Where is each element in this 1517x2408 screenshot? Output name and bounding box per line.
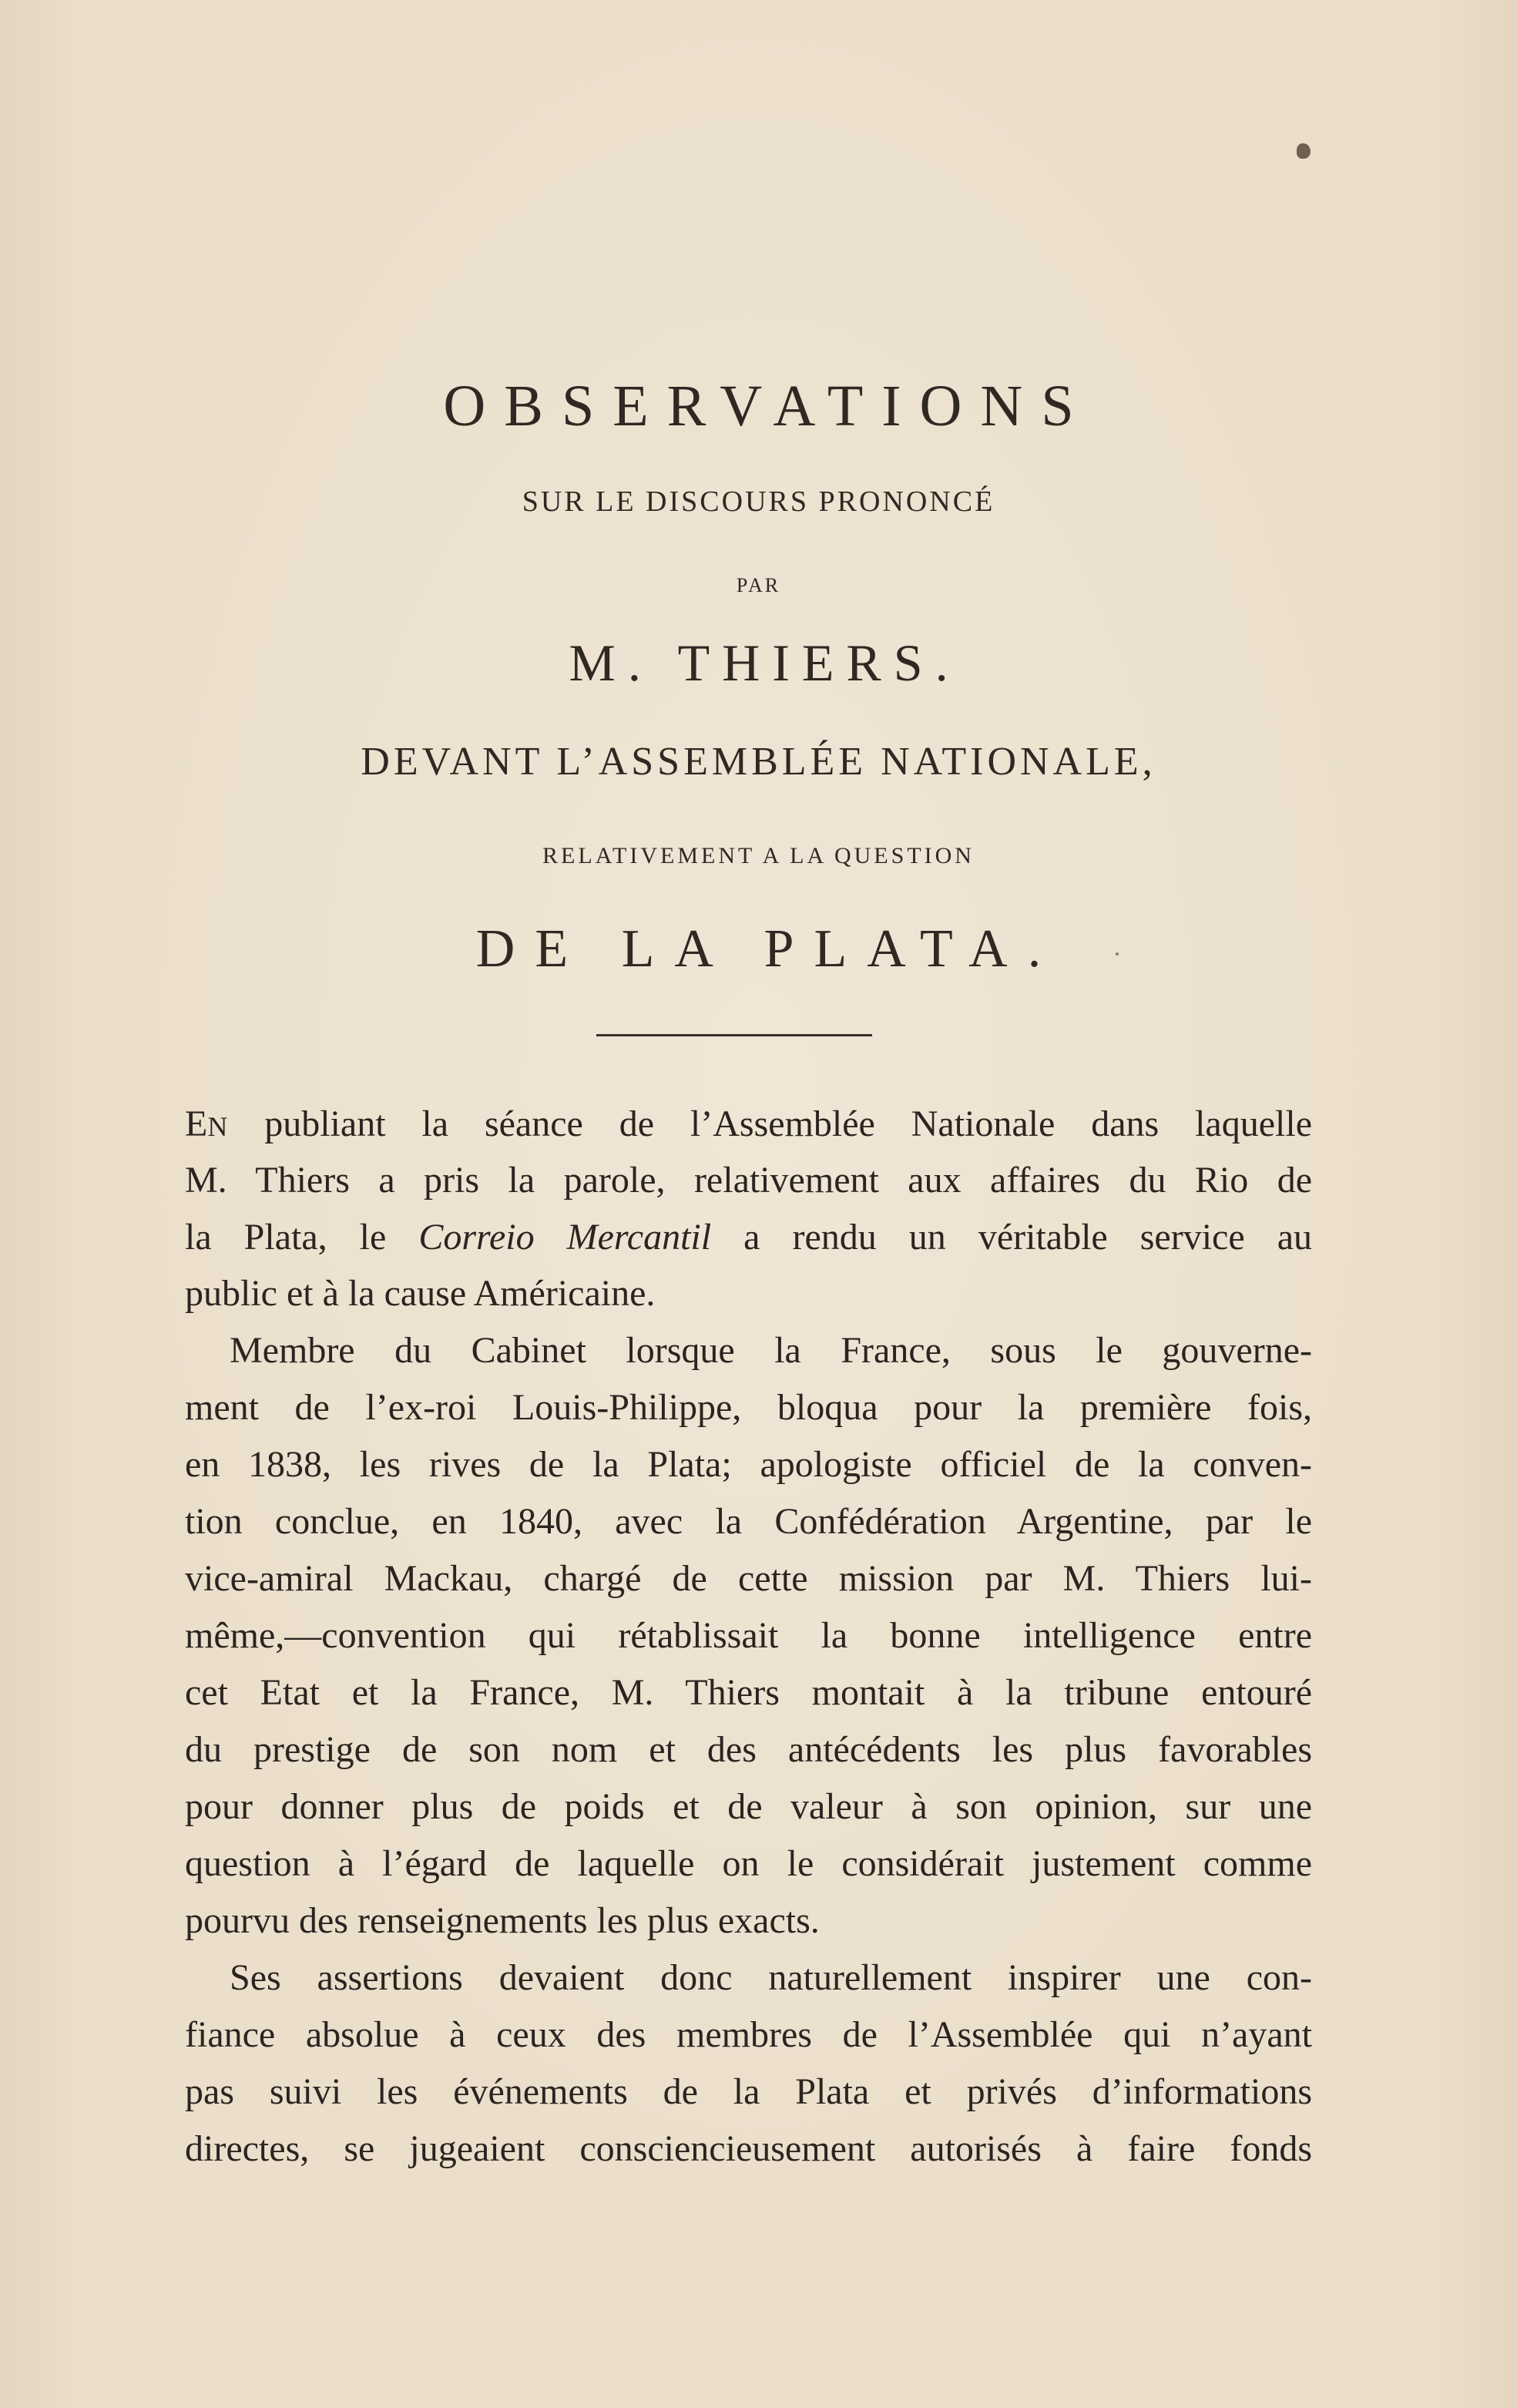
line-text: publiant la séance de l’Assemblée Nationale dans laquelle: [228, 1103, 1312, 1144]
body-line: [185, 1215, 1312, 1260]
line-text: a rendu un véritable service au: [711, 1217, 1312, 1258]
body-line: ment de l’ex-roi Louis-Philippe, bloqua pour la première fois,: [185, 1387, 1312, 1428]
body-line: vice-amiral Mackau, chargé de cette mission par M. Thiers lui-: [185, 1558, 1312, 1599]
small-cap: N: [207, 1111, 229, 1142]
subtitle-discours: SUR LE DISCOURS PRONONCÉ: [522, 485, 995, 518]
body-line: fiance absolue à ceux des membres de l’Assemblée qui n’ayant: [185, 2014, 1312, 2055]
body-line: en 1838, les rives de la Plata; apologiste officiel de la conven-: [185, 1444, 1312, 1485]
body-line: pourvu des renseignements les plus exacts.: [185, 1900, 820, 1941]
drop-initial: E: [185, 1103, 208, 1144]
body-line: public et à la cause Américaine.: [185, 1273, 656, 1314]
newspaper-title: Correio Mercantil: [418, 1217, 712, 1258]
body-line: pour donner plus de poids et de valeur à son opinion, sur une: [185, 1786, 1312, 1827]
par-label: PAR: [736, 574, 781, 596]
body-line: directes, se jugeaient consciencieusement autorisés à faire fonds: [185, 2128, 1312, 2169]
ink-speck: [1297, 143, 1311, 159]
body-line: [185, 1102, 1312, 1147]
speaker-name: M. THIERS.: [569, 633, 961, 692]
body-line: question à l’égard de laquelle on le considérait justement comme: [185, 1843, 1312, 1884]
title-observations: OBSERVATIONS: [443, 374, 1092, 438]
body-line: M. Thiers a pris la parole, relativement aux affaires du Rio de: [185, 1160, 1312, 1201]
body-line: cet Etat et la France, M. Thiers montait à la tribune entouré: [185, 1672, 1312, 1713]
body-line: Membre du Cabinet lorsque la France, sous le gouverne-: [230, 1330, 1312, 1371]
relatively-line: RELATIVEMENT A LA QUESTION: [542, 843, 975, 868]
assembly-line: DEVANT L’ASSEMBLÉE NATIONALE,: [361, 740, 1156, 784]
body-line: du prestige de son nom et des antécédents les plus favorables: [185, 1729, 1312, 1770]
body-line: Ses assertions devaient donc naturellement inspirer une con-: [230, 1957, 1312, 1998]
body-line: pas suivi les événements de la Plata et privés d’informations: [185, 2071, 1312, 2112]
body-line: même,—convention qui rétablissait la bonne intelligence entre: [185, 1615, 1312, 1656]
body-line: tion conclue, en 1840, avec la Confédération Argentine, par le: [185, 1501, 1312, 1542]
title-divider: [596, 1034, 872, 1036]
line-text: la Plata, le: [185, 1217, 419, 1258]
topic-title: DE LA PLATA.: [475, 919, 1062, 979]
